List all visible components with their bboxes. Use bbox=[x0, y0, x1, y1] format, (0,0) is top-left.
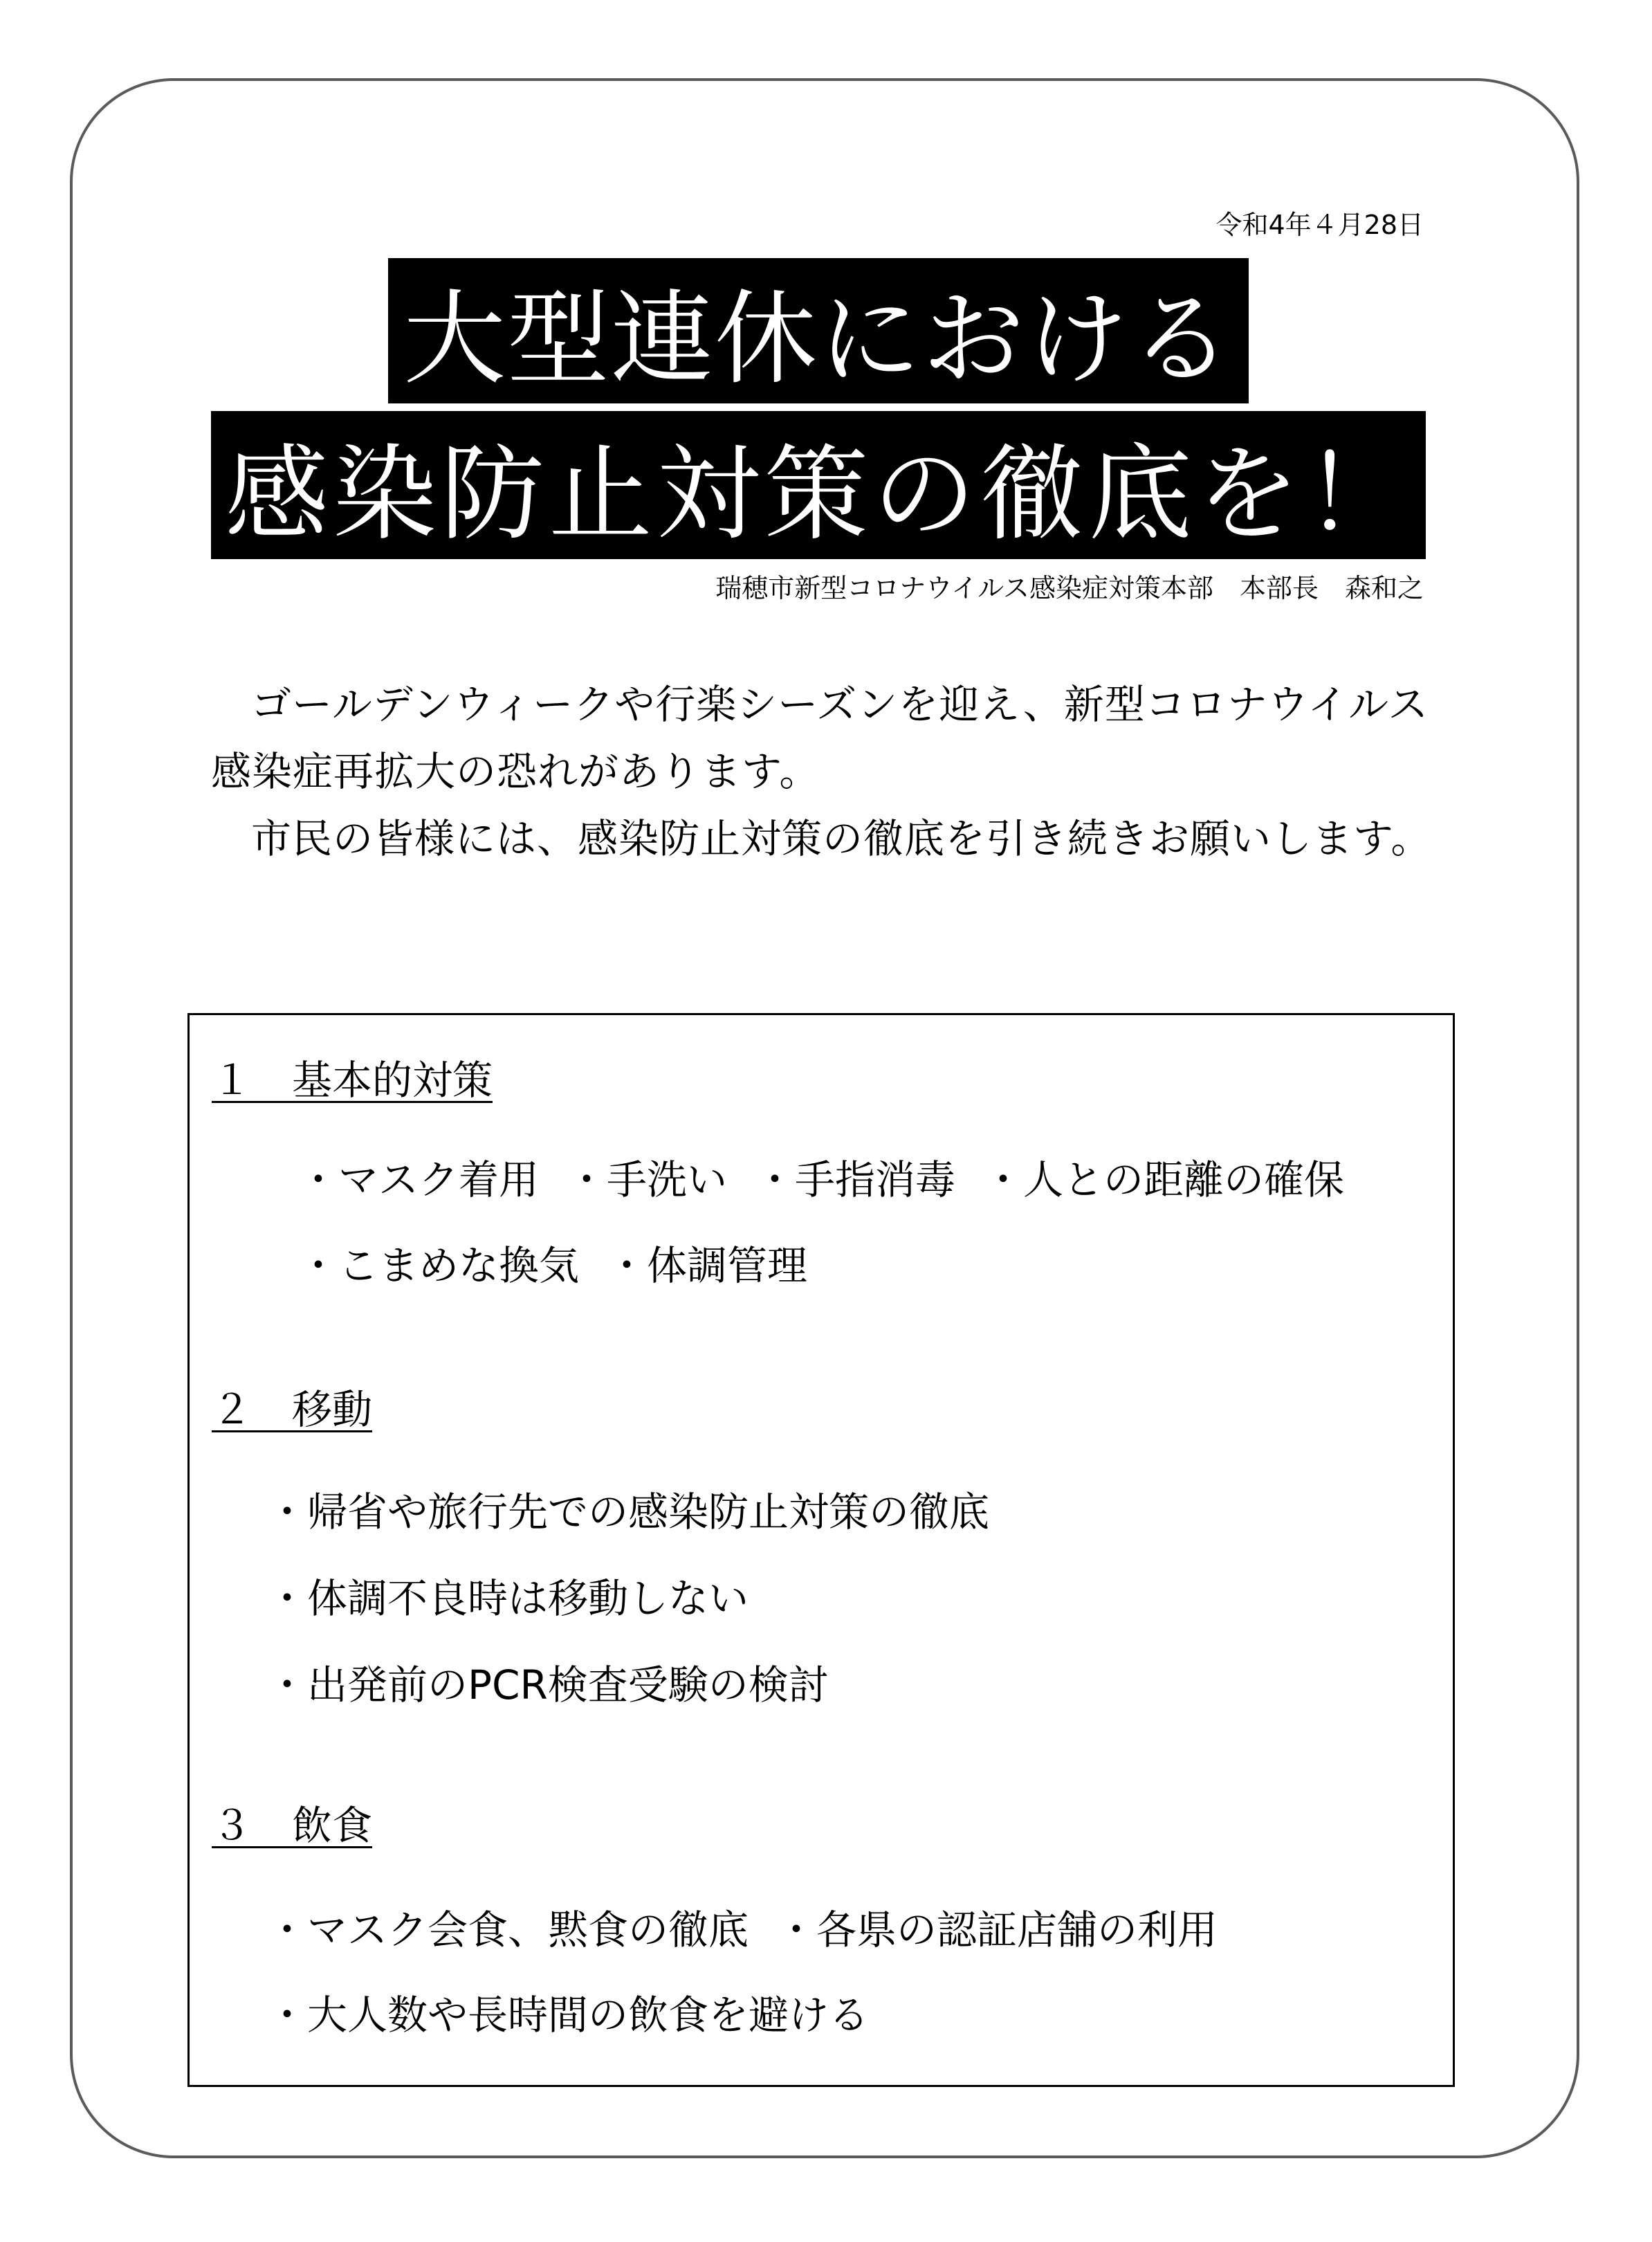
list-item: ・マスク着用 bbox=[298, 1156, 540, 1203]
basic-measures-row-2 bbox=[298, 1238, 807, 1293]
title-line-2: 感染防止対策の徹底を！ bbox=[211, 411, 1426, 559]
list-item: ・手洗い bbox=[567, 1156, 728, 1203]
list-item: ・こまめな換気 bbox=[298, 1242, 580, 1289]
intro-paragraph-1: ゴールデンウィークや行楽シーズンを迎え、新型コロナウイルス感染症再拡大の恐れがあります。 bbox=[211, 681, 1429, 795]
issuing-authority: 瑞穂市新型コロナウイルス感染症対策本部 本部長 森和之 bbox=[715, 573, 1424, 603]
list-item: ・人との距離の確保 bbox=[983, 1156, 1345, 1203]
list-item: ・マスク会食、黙食の徹底 bbox=[267, 1906, 749, 1953]
list-item: ・各県の認証店舗の利用 bbox=[776, 1906, 1218, 1953]
travel-row-1 bbox=[267, 1484, 989, 1540]
section-heading-dining: ３ 飲食 bbox=[212, 1802, 373, 1849]
list-item: ・大人数や長時間の飲食を避ける bbox=[267, 1992, 870, 2039]
intro-text bbox=[211, 671, 1435, 873]
issue-date: 令和4年４月28日 bbox=[1215, 210, 1424, 240]
list-item: ・体調管理 bbox=[607, 1242, 808, 1289]
measures-box bbox=[187, 1013, 1455, 2087]
dining-row-2 bbox=[267, 1987, 869, 2043]
list-item: ・出発前のPCR検査受験の検討 bbox=[267, 1661, 829, 1708]
list-item: ・手指消毒 bbox=[755, 1156, 956, 1203]
travel-row-3 bbox=[267, 1657, 829, 1713]
list-item: ・体調不良時は移動しない bbox=[267, 1575, 749, 1622]
section-heading-basic: １ 基本的対策 bbox=[212, 1057, 493, 1104]
title-line-1: 大型連休における bbox=[388, 258, 1249, 403]
intro-paragraph-2: 市民の皆様には、感染防止対策の徹底を引き続きお願いします。 bbox=[251, 815, 1432, 862]
travel-row-2 bbox=[267, 1571, 749, 1626]
dining-row-1 bbox=[267, 1902, 1218, 1958]
basic-measures-row-1 bbox=[298, 1152, 1344, 1207]
section-heading-travel: ２ 移動 bbox=[212, 1386, 373, 1433]
list-item: ・帰省や旅行先での感染防止対策の徹底 bbox=[267, 1488, 990, 1535]
